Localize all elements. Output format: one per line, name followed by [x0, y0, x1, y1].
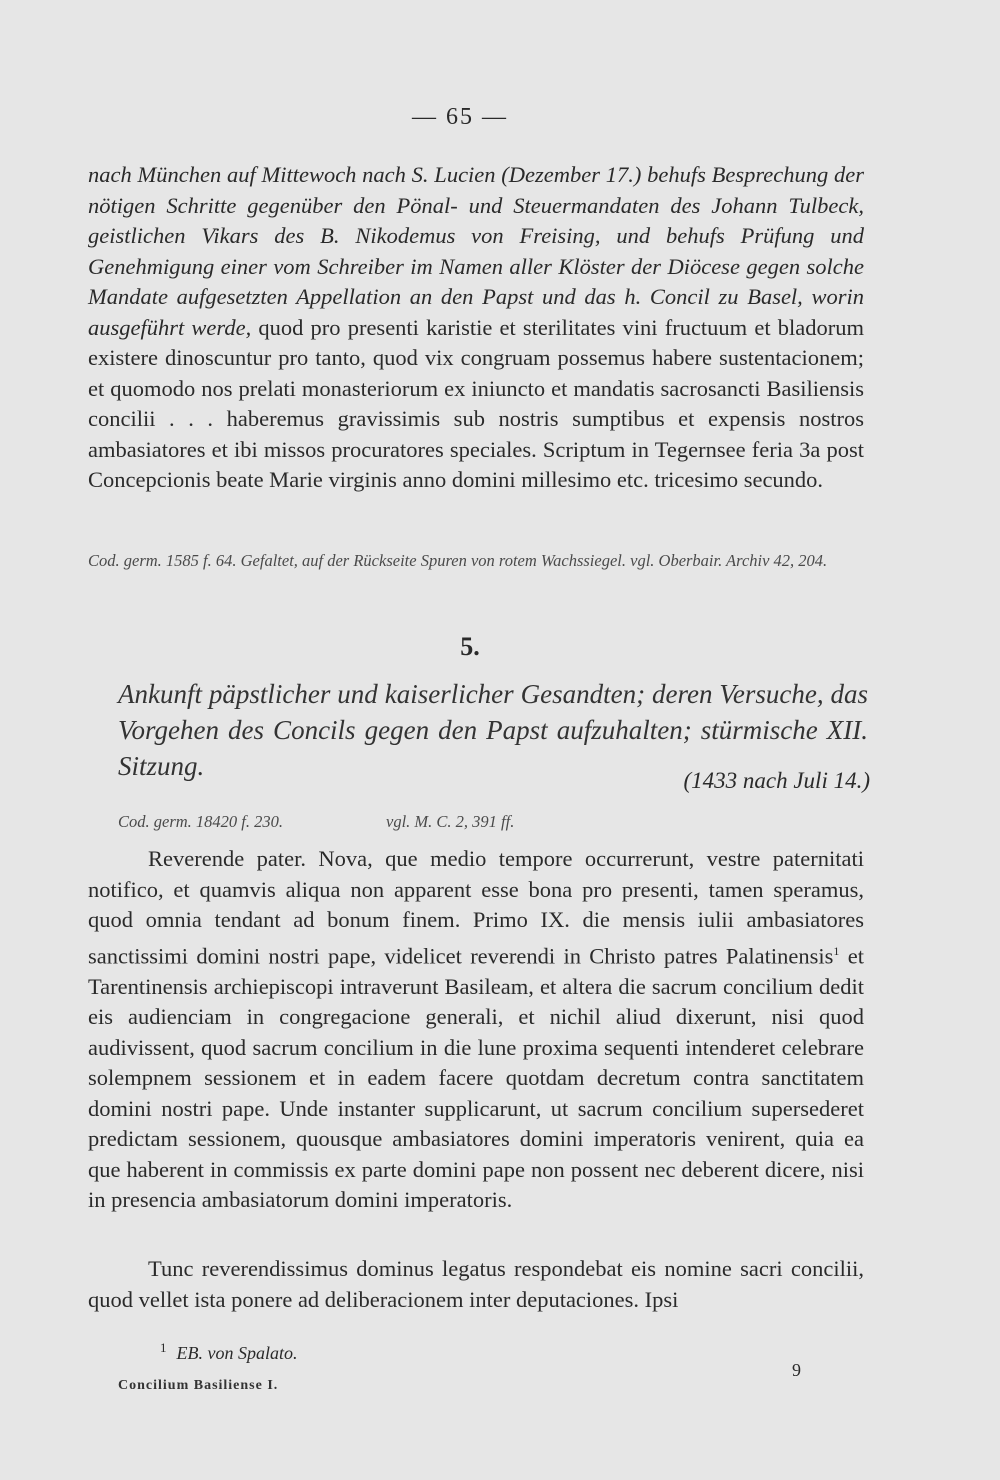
paragraph-1 [88, 160, 864, 496]
footnote [160, 1340, 297, 1364]
paragraph-1-latin: quod pro presenti karistie et sterilitates vini fructuum et bladorum existere dinoscuntur pro tanto, quod vix congruam possemus habere sustentacionem; et quomodo nos prelati monasteriorum ex iniuncto et mandatis sacrosancti Basiliensis concilii . . . haberemus gravissimis sub nostris sumptibus et expensis nostros ambasiatores et ibi missos procuratores speciales. Scriptum in Tegernsee feria 3a post Concepcionis beate Marie virginis anno domini millesimo etc. tricesimo secundo. [88, 314, 864, 492]
paragraph-3: Tunc reverendissimus dominus legatus respondebat eis nomine sacri concilii, quod vellet ista ponere ad deliberacionem inter deputaciones. Ipsi [88, 1256, 864, 1312]
sheet-number: 9 [792, 1360, 801, 1380]
section-title: Ankunft päpstlicher und kaiserlicher Gesandten; deren Versuche, das Vorgehen des Concils gegen den Papst aufzuhalten; stürmische XII. Sitzung. [118, 679, 868, 781]
footnote-number: 1 [160, 1340, 167, 1355]
paragraph-1-italic: nach München auf Mittewoch nach S. Lucien (Dezember 17.) behufs Besprechung der nötigen Schritte gegenüber den Pönal- und Steuermandaten des Johann Tulbeck, geistlichen Vikars des B. Nikodemus von Freising, und behufs Prüfung und Genehmigung einer vom Schreiber im Namen aller Klöster der Diöcese gegen solche Mandate aufgesetzten Appellation an den Papst und das h. Concil zu Basel, worin ausgeführt werde, [88, 162, 864, 340]
paragraph-2-part-a: Reverende pater. Nova, que medio tempore occurrerunt, vestre paternitati notifico, et quamvis aliqua non apparent esse bona pro presenti, tamen speramus, quod omnia tendant ad bonum finem. Primo IX. die mensis iulii ambasiatores sanctissimi domini nostri pape, videlicet reverendi in Christo patres Palatinensis [88, 846, 864, 968]
section-date: (1433 nach Juli 14.) [683, 768, 870, 793]
source-codex: Cod. germ. 18420 f. 230. [118, 812, 283, 831]
source-reference: vgl. M. C. 2, 391 ff. [386, 812, 515, 831]
footnote-reference: 1 [833, 943, 840, 958]
paragraph-2 [88, 844, 864, 1216]
paragraph-2-part-b: et Tarentinensis archiepiscopi intraverunt Basileam, et altera die sacrum concilium dedit eis audienciam in congregacione generali, et nichil aliud dixerunt, nisi quod audivissent, quod sacrum concilium in die lune proxima sequenti intenderet celebrare solempnem sessionem et in eadem facere quotdam decretum contra sanctitatem domini nostri pape. Unde instanter supplicarunt, ut sacrum concilium supersederet predictam sessionem, quousque ambasiatores domini imperatoris venirent, quia ea que haberent in commissis ex parte domini pape non possent nec deberent dicere, nisi in presencia ambasiatorum domini imperatoris. [88, 943, 864, 1212]
section-number: 5. [460, 632, 480, 661]
page-header: — 65 — [412, 104, 508, 130]
book-signature: Concilium Basiliense I. [118, 1378, 279, 1393]
source-note-1: Cod. germ. 1585 f. 64. Gefaltet, auf der Rückseite Spuren von rotem Wachssiegel. vgl. Oberbair. Archiv 42, 204. [88, 551, 828, 570]
footnote-text: EB. von Spalato. [176, 1343, 298, 1363]
